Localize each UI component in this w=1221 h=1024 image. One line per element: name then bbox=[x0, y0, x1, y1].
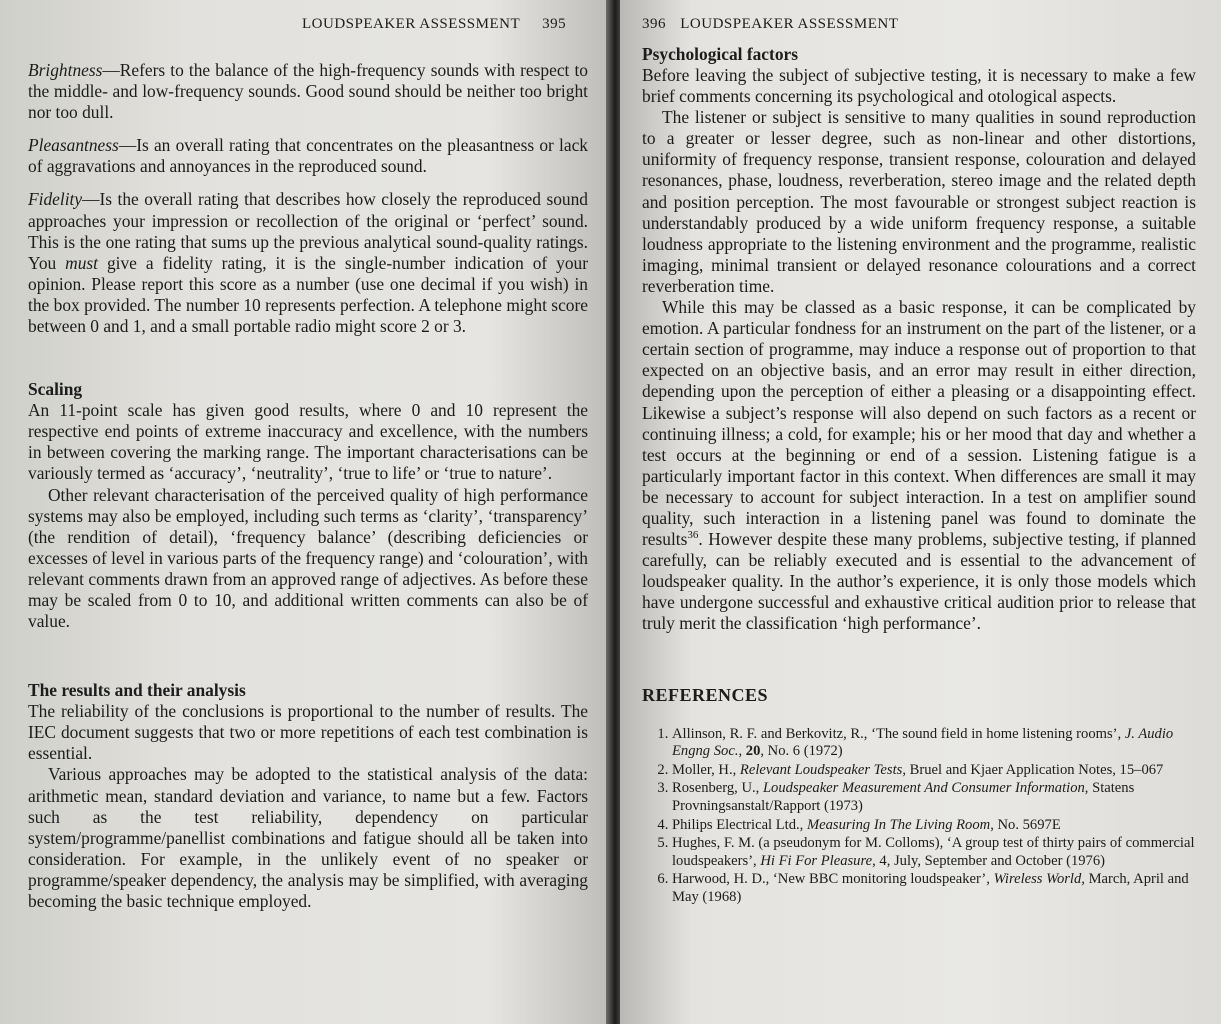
reference-item bbox=[672, 871, 1196, 906]
brightness-text: —Refers to the balance of the high-frequency sounds with respect to the middle- and low-frequency sounds. Good sound should be neither too bright nor too dull. bbox=[28, 60, 588, 123]
results-paragraph-2: Various approaches may be adopted to the statistical analysis of the data: arithmetic mean, standard deviation and variance, to name but a few. Factors such as the test reliability, dependency on particular system/programme/panellist combinations and fatigue should all be taken into consideration. For example, in the unlikely event of no speaker or programme/speaker dependency, the analysis may be simplified, with averaging becoming the basic technique employed. bbox=[28, 764, 588, 911]
psych-paragraph-3b: . However despite these many problems, subjective testing, if planned carefully, can be reliably executed and is essential to the advancement of loudspeaker quality. In the author’s experience, it is only those models which have undergone successful and exhaustive critical audition prior to release that truly merit the classification ‘high performance’. bbox=[642, 529, 1196, 634]
reference-authors: Rosenberg, U., bbox=[672, 780, 763, 797]
scaling-heading: Scaling bbox=[28, 379, 83, 400]
term-fidelity: Fidelity bbox=[28, 189, 83, 210]
reference-details: , No. 5697E bbox=[990, 816, 1061, 833]
reference-details: , Statens Provningsanstalt/Rapport (1973) bbox=[672, 780, 1135, 814]
reference-authors: Harwood, H. D., ‘New BBC monitoring loudspeaker’, bbox=[672, 871, 994, 888]
reference-title: J. Audio Engng Soc. bbox=[672, 725, 1174, 760]
psych-paragraph-1: Before leaving the subject of subjective testing, it is necessary to make a few brief comments concerning its psychological and otological aspects. bbox=[642, 65, 1196, 107]
reference-item bbox=[672, 817, 1196, 835]
references-list bbox=[642, 726, 1196, 907]
psychological-factors-heading: Psychological factors bbox=[642, 44, 798, 64]
pleasantness-paragraph bbox=[28, 135, 588, 177]
psych-paragraph-2: The listener or subject is sensitive to many qualities in sound reproduction to a greater or lesser degree, such as non-linear and other distortions, uniformity of frequency response, transient response, colouration and delayed resonances, phase, loudness, reverberation, stereo image and the related depth and position perception. The most favourable or strongest subject reaction is understandably produced by a wide uniform frequency response, a suitable loudness appropriate to the listening environment and the programme, realistic imaging, minimal transient or delayed resonance colourations and a correct reverberation time. bbox=[642, 107, 1196, 296]
scaling-paragraph-2: Other relevant characterisation of the perceived quality of high performance systems may also be employed, including such terms as ‘clarity’, ‘transparency’ (the rendition of detail), ‘frequency balance’ (describing deficiencies or excesses of level in various parts of the frequency range) and ‘colouration’, with relevant comments drawn from an approved range of adjectives. As before these may be scaled from 0 to 10, and additional written comments can also be of value. bbox=[28, 484, 588, 632]
reference-authors: Moller, H., bbox=[672, 761, 740, 778]
header-title: LOUDSPEAKER ASSESSMENT bbox=[680, 16, 899, 32]
reference-volume: 20 bbox=[745, 743, 761, 760]
fidelity-text-b: give a fidelity rating, it is the single-number indication of your opinion. Please report this score as a number (use one decimal if you wish) in the box provided. The number 10 represents perfection. A telephone might score between 0 and 1, and a small portable radio might score 2 or 3. bbox=[28, 252, 588, 337]
fidelity-text-a: —Is the overall rating that describes how closely the reproduced sound approaches your impression or recollection of the original or ‘perfect’ sound. This is the one rating that sums up the previous analytical sound-quality ratings. You bbox=[28, 189, 588, 273]
psych-paragraph-3 bbox=[642, 297, 1196, 635]
page-number: 395 bbox=[542, 16, 567, 32]
term-pleasantness: Pleasantness bbox=[28, 135, 119, 156]
reference-details: , 4, July, September and October (1976) bbox=[872, 852, 1105, 869]
reference-authors: Allinson, R. F. and Berkovitz, R., ‘The sound field in home listening rooms’, bbox=[672, 725, 1125, 742]
results-paragraph-1: The reliability of the conclusions is proportional to the number of results. The IEC document suggests that two or more repetitions of each test combination is essential. bbox=[28, 701, 588, 764]
reference-authors: Philips Electrical Ltd., bbox=[672, 816, 807, 833]
references-heading: REFERENCES bbox=[642, 684, 769, 705]
reference-title: Wireless World bbox=[993, 871, 1082, 888]
reference-item bbox=[672, 835, 1196, 870]
header-title: LOUDSPEAKER ASSESSMENT bbox=[302, 16, 520, 32]
scaling-paragraph-1: An 11-point scale has given good results, where 0 and 10 represent the respective end points of extreme inaccuracy and excellence, with the numbers in between covering the marking range. The important characterisations can be variously termed as ‘accuracy’, ‘neutrality’, ‘true to life’ or ‘true to nature’. bbox=[28, 400, 588, 484]
reference-item bbox=[672, 726, 1196, 761]
reference-item bbox=[672, 780, 1196, 815]
left-text-column bbox=[28, 60, 588, 912]
reference-item bbox=[672, 762, 1196, 780]
reference-authors: Hughes, F. M. (a pseudonym for M. Colloms), ‘A group test of thirty pairs of commercial loudspeakers’, bbox=[672, 835, 1195, 869]
reference-title: Relevant Loudspeaker Tests bbox=[739, 761, 903, 778]
reference-issue: , No. 6 (1972) bbox=[760, 743, 843, 760]
citation-superscript: 36 bbox=[687, 529, 699, 542]
right-page bbox=[620, 0, 1221, 1024]
pleasantness-text: —Is an overall rating that concentrates on the pleasantness or lack of aggravations and annoyances in the reproduced sound. bbox=[28, 135, 588, 177]
reference-title: Loudspeaker Measurement And Consumer Information bbox=[762, 780, 1085, 797]
right-text-column bbox=[642, 44, 1196, 908]
brightness-paragraph bbox=[28, 60, 588, 123]
running-header-left bbox=[302, 16, 572, 33]
term-brightness: Brightness bbox=[28, 60, 103, 80]
page-number: 396 bbox=[642, 16, 666, 32]
reference-details: , March, April and May (1968) bbox=[672, 871, 1189, 905]
results-heading: The results and their analysis bbox=[28, 680, 246, 701]
reference-title: Measuring In The Living Room bbox=[806, 816, 991, 833]
psych-paragraph-3a: While this may be classed as a basic response, it can be complicated by emotion. A particular fondness for an instrument on the part of the listener, or a certain section of programme, may induce a response out of proportion to that expected on an objective basis, and an error may result in either direction, depending upon the perception of either a pleasing or a disappointing effect. Likewise a subject’s response will also depend on such factors as a recent or continuing illness; a cold, for example; his or her mood that day and whether a test occurs at the beginning or end of a session. Listening fatigue is a particularly important factor in this context. When differences are small it may be necessary to account for subject interaction. In a test on amplifier sound quality, such interaction in a listening panel was found to dominate the results bbox=[642, 297, 1196, 550]
fidelity-paragraph bbox=[28, 189, 588, 337]
reference-details: , Bruel and Kjaer Application Notes, 15–067 bbox=[902, 761, 1164, 778]
fidelity-emphasis: must bbox=[65, 252, 99, 273]
reference-title: Hi Fi For Pleasure bbox=[760, 852, 873, 869]
running-header-right bbox=[642, 16, 904, 33]
reference-details: , bbox=[738, 743, 746, 760]
